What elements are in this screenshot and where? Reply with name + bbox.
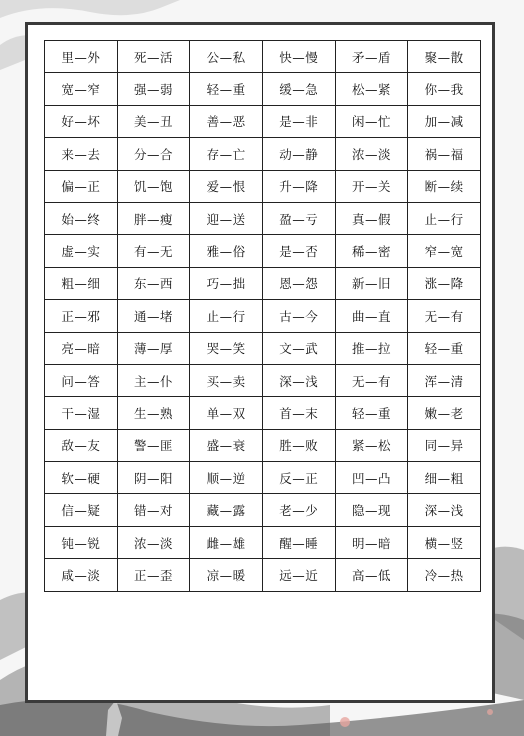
antonym-pair-cell: 咸—淡 — [45, 559, 118, 591]
antonym-pair-cell: 偏—正 — [45, 170, 118, 202]
antonym-pair-cell: 顺—逆 — [190, 462, 263, 494]
antonym-pair-cell: 窄—宽 — [408, 235, 481, 267]
table-row — [45, 559, 481, 591]
table-row — [45, 494, 481, 526]
table-row — [45, 73, 481, 105]
antonym-pair-cell: 古—今 — [262, 300, 335, 332]
antonym-table — [44, 40, 481, 592]
antonym-pair-cell: 通—堵 — [117, 300, 190, 332]
antonym-pair-cell: 涨—降 — [408, 267, 481, 299]
antonym-pair-cell: 无—有 — [408, 300, 481, 332]
antonym-pair-cell: 强—弱 — [117, 73, 190, 105]
antonym-pair-cell: 薄—厚 — [117, 332, 190, 364]
table-row — [45, 235, 481, 267]
antonym-pair-cell: 凉—暖 — [190, 559, 263, 591]
antonym-pair-cell: 虚—实 — [45, 235, 118, 267]
antonym-pair-cell: 胜—败 — [262, 429, 335, 461]
antonym-pair-cell: 软—硬 — [45, 462, 118, 494]
antonym-pair-cell: 雌—雄 — [190, 526, 263, 558]
antonym-pair-cell: 深—浅 — [262, 364, 335, 396]
antonym-pair-cell: 恩—怨 — [262, 267, 335, 299]
antonym-pair-cell: 粗—细 — [45, 267, 118, 299]
table-row — [45, 462, 481, 494]
antonym-pair-cell: 东—西 — [117, 267, 190, 299]
antonym-pair-cell: 藏—露 — [190, 494, 263, 526]
antonym-pair-cell: 深—浅 — [408, 494, 481, 526]
antonym-pair-cell: 轻—重 — [408, 332, 481, 364]
antonym-pair-cell: 敌—友 — [45, 429, 118, 461]
antonym-pair-cell: 迎—送 — [190, 202, 263, 234]
antonym-pair-cell: 文—武 — [262, 332, 335, 364]
antonym-pair-cell: 雅—俗 — [190, 235, 263, 267]
antonym-pair-cell: 主—仆 — [117, 364, 190, 396]
antonym-pair-cell: 冷—热 — [408, 559, 481, 591]
antonym-pair-cell: 加—减 — [408, 105, 481, 137]
antonym-pair-cell: 矛—盾 — [335, 41, 408, 73]
antonym-pair-cell: 真—假 — [335, 202, 408, 234]
antonym-pair-cell: 稀—密 — [335, 235, 408, 267]
table-row — [45, 138, 481, 170]
table-row — [45, 332, 481, 364]
antonym-pair-cell: 哭—笑 — [190, 332, 263, 364]
antonym-pair-cell: 止—行 — [190, 300, 263, 332]
antonym-pair-cell: 有—无 — [117, 235, 190, 267]
antonym-pair-cell: 分—合 — [117, 138, 190, 170]
antonym-pair-cell: 盈—亏 — [262, 202, 335, 234]
antonym-pair-cell: 来—去 — [45, 138, 118, 170]
antonym-pair-cell: 轻—重 — [335, 397, 408, 429]
antonym-pair-cell: 反—正 — [262, 462, 335, 494]
antonym-pair-cell: 隐—现 — [335, 494, 408, 526]
table-row — [45, 105, 481, 137]
antonym-pair-cell: 明—暗 — [335, 526, 408, 558]
antonym-pair-cell: 错—对 — [117, 494, 190, 526]
antonym-pair-cell: 始—终 — [45, 202, 118, 234]
antonym-pair-cell: 祸—福 — [408, 138, 481, 170]
antonym-pair-cell: 凹—凸 — [335, 462, 408, 494]
table-row — [45, 429, 481, 461]
antonym-pair-cell: 同—异 — [408, 429, 481, 461]
antonym-pair-cell: 无—有 — [335, 364, 408, 396]
table-row — [45, 526, 481, 558]
antonym-pair-cell: 死—活 — [117, 41, 190, 73]
antonym-pair-cell: 细—粗 — [408, 462, 481, 494]
antonym-pair-cell: 公—私 — [190, 41, 263, 73]
antonym-pair-cell: 横—竖 — [408, 526, 481, 558]
antonym-pair-cell: 远—近 — [262, 559, 335, 591]
antonym-pair-cell: 醒—睡 — [262, 526, 335, 558]
antonym-pair-cell: 止—行 — [408, 202, 481, 234]
antonym-pair-cell: 是—否 — [262, 235, 335, 267]
antonym-pair-cell: 紧—松 — [335, 429, 408, 461]
antonym-pair-cell: 巧—拙 — [190, 267, 263, 299]
antonym-pair-cell: 阴—阳 — [117, 462, 190, 494]
antonym-pair-cell: 单—双 — [190, 397, 263, 429]
antonym-pair-cell: 开—关 — [335, 170, 408, 202]
antonym-pair-cell: 问—答 — [45, 364, 118, 396]
antonym-pair-cell: 饥—饱 — [117, 170, 190, 202]
antonym-pair-cell: 断—续 — [408, 170, 481, 202]
antonym-pair-cell: 曲—直 — [335, 300, 408, 332]
antonym-pair-cell: 美—丑 — [117, 105, 190, 137]
antonym-pair-cell: 快—慢 — [262, 41, 335, 73]
antonym-pair-cell: 里—外 — [45, 41, 118, 73]
antonym-pair-cell: 首—末 — [262, 397, 335, 429]
antonym-pair-cell: 警—匪 — [117, 429, 190, 461]
antonym-pair-cell: 正—邪 — [45, 300, 118, 332]
antonym-pair-cell: 胖—瘦 — [117, 202, 190, 234]
antonym-pair-cell: 正—歪 — [117, 559, 190, 591]
antonym-pair-cell: 缓—急 — [262, 73, 335, 105]
antonym-pair-cell: 闲—忙 — [335, 105, 408, 137]
antonym-pair-cell: 好—坏 — [45, 105, 118, 137]
antonym-pair-cell: 推—拉 — [335, 332, 408, 364]
antonym-pair-cell: 盛—衰 — [190, 429, 263, 461]
antonym-pair-cell: 爱—恨 — [190, 170, 263, 202]
antonym-pair-cell: 升—降 — [262, 170, 335, 202]
antonym-pair-cell: 动—静 — [262, 138, 335, 170]
antonym-pair-cell: 浑—清 — [408, 364, 481, 396]
antonym-pair-cell: 嫩—老 — [408, 397, 481, 429]
antonym-pair-cell: 信—疑 — [45, 494, 118, 526]
antonym-pair-cell: 松—紧 — [335, 73, 408, 105]
antonym-pair-cell: 善—恶 — [190, 105, 263, 137]
antonym-pair-cell: 亮—暗 — [45, 332, 118, 364]
antonym-pair-cell: 钝—锐 — [45, 526, 118, 558]
antonym-pair-cell: 浓—淡 — [335, 138, 408, 170]
antonym-pair-cell: 是—非 — [262, 105, 335, 137]
antonym-pair-cell: 聚—散 — [408, 41, 481, 73]
table-row — [45, 202, 481, 234]
table-row — [45, 397, 481, 429]
antonym-pair-cell: 宽—窄 — [45, 73, 118, 105]
table-row — [45, 170, 481, 202]
antonym-pair-cell: 生—熟 — [117, 397, 190, 429]
antonym-pair-cell: 老—少 — [262, 494, 335, 526]
antonym-pair-cell: 买—卖 — [190, 364, 263, 396]
table-row — [45, 300, 481, 332]
table-row — [45, 364, 481, 396]
antonym-pair-cell: 轻—重 — [190, 73, 263, 105]
antonym-pair-cell: 存—亡 — [190, 138, 263, 170]
antonym-table-body — [45, 41, 481, 592]
antonym-pair-cell: 干—湿 — [45, 397, 118, 429]
antonym-pair-cell: 你—我 — [408, 73, 481, 105]
table-row — [45, 267, 481, 299]
table-row — [45, 41, 481, 73]
antonym-pair-cell: 高—低 — [335, 559, 408, 591]
antonym-pair-cell: 新—旧 — [335, 267, 408, 299]
antonym-pair-cell: 浓—淡 — [117, 526, 190, 558]
